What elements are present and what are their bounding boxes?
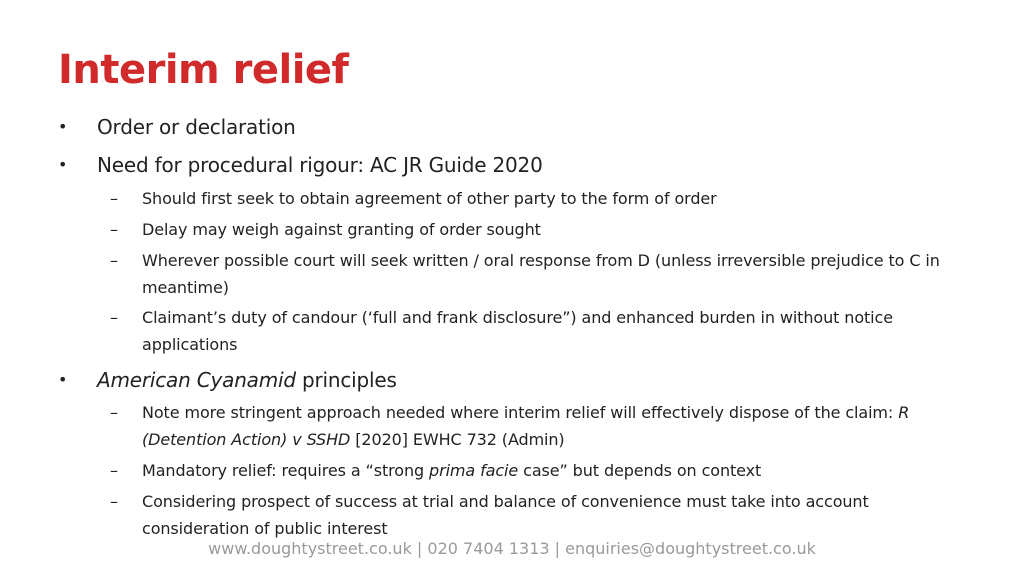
sub-bullet-marker: –: [110, 403, 118, 422]
sub-bullet-marker: –: [110, 220, 118, 239]
sub-bullet-seek-agreement: Should first seek to obtain agreement of other party to the form of order: [142, 189, 717, 208]
bullet-marker: •: [58, 155, 68, 174]
sub-bullet-duty-of-candour: Claimant’s duty of candour (‘full and frank disclosure”) and enhanced burden in without notice applications: [142, 308, 893, 354]
latin-term-italic: prima facie: [429, 461, 519, 480]
bullet-procedural-rigour: Need for procedural rigour: AC JR Guide 2020: [97, 153, 543, 177]
text-segment: Note more stringent approach needed where interim relief will effectively dispose of the claim:: [142, 403, 899, 422]
sub-bullet-marker: –: [110, 251, 118, 270]
case-name-italic: American Cyanamid: [97, 368, 296, 392]
sub-bullet-mandatory-relief: [142, 458, 962, 485]
text-segment: [2020] EWHC 732 (Admin): [350, 429, 565, 449]
text-segment: case” but depends on context: [518, 461, 762, 480]
bullet-american-cyanamid: [97, 367, 397, 393]
sub-bullet-written-oral-response: Wherever possible court will seek written / oral response from D (unless irreversible prejudice to C in meantime): [142, 251, 940, 297]
sub-bullet-prospect-of-success: Considering prospect of success at trial and balance of convenience must take into account consideration of public interest: [142, 492, 869, 538]
text-segment: Mandatory relief: requires a “strong: [142, 461, 430, 480]
sub-bullet-delay: Delay may weigh against granting of order sought: [142, 220, 541, 239]
footer-contact: www.doughtystreet.co.uk | 020 7404 1313 | enquiries@doughtystreet.co.uk: [208, 539, 816, 558]
sub-bullet-stringent-approach: [142, 400, 962, 453]
bullet-order-or-declaration: Order or declaration: [97, 115, 296, 139]
sub-bullet-marker: –: [110, 492, 118, 511]
slide-title: Interim relief: [58, 47, 349, 93]
sub-bullet-marker: –: [110, 308, 118, 327]
sub-bullet-marker: –: [110, 189, 118, 208]
case-citation-italic: R (Detention Action) v SSHD: [142, 403, 910, 449]
sub-bullet-marker: –: [110, 461, 118, 480]
bullet-marker: •: [58, 370, 68, 389]
bullet-marker: •: [58, 117, 68, 136]
bullet-text-rest: principles: [295, 368, 397, 392]
